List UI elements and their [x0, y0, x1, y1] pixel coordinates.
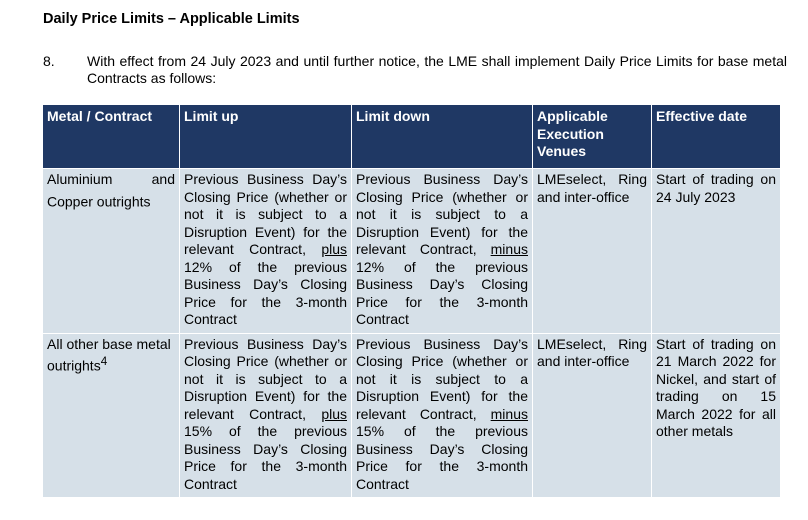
metal-footnote: 4: [100, 355, 108, 368]
price-limits-table: [42, 104, 781, 498]
limit-up-direction: plus: [321, 405, 347, 422]
limit-down-text-a: Previous Business Day’s Closing Price (whether or not it is subject to a Disruption Event) for the relevant Contract,: [356, 335, 528, 422]
cell-venues: LMEselect, Ring and inter-office: [533, 169, 652, 334]
cell-effective-date: Start of trading on 21 March 2022 for Nickel, and start of trading on 15 March 2022 for all other metals: [652, 333, 781, 498]
limit-down-direction: minus: [490, 241, 528, 257]
limit-up-text-a: Previous Business Day’s Closing Price (whether or not it is subject to a Disruption Event) for the relevant Contract,: [184, 335, 347, 422]
cell-metal: [43, 333, 180, 498]
table-row: [43, 333, 781, 498]
header-metal-contract: Metal / Contract: [43, 105, 180, 169]
limit-down-text-a: Previous Business Day’s Closing Price (whether or not it is subject to a Disruption Event) for the relevant Contract,: [356, 171, 528, 257]
table-row: [43, 169, 781, 334]
header-limit-up: Limit up: [180, 105, 352, 169]
limit-down-text-b: 15% of the previous Business Day’s Closing Price for the 3-month Contract: [356, 423, 528, 492]
paragraph-text: With effect from 24 July 2023 and until further notice, the LME shall implement Daily Price Limits for base metal Contracts as follows:: [87, 53, 787, 86]
header-limit-down: Limit down: [352, 105, 533, 169]
limit-down-direction: minus: [490, 405, 528, 422]
metal-text: Aluminium and Copper outrights: [47, 171, 175, 210]
cell-limit-down: [352, 169, 533, 334]
limit-up-text-b: 12% of the previous Business Day’s Closing Price for the 3-month Contract: [184, 258, 347, 327]
cell-limit-up: [180, 333, 352, 498]
cell-limit-up: [180, 169, 352, 334]
table-header-row: [43, 105, 781, 169]
limit-up-text-b: 15% of the previous Business Day’s Closing Price for the 3-month Contract: [184, 423, 347, 492]
cell-limit-down: [352, 333, 533, 498]
header-effective-date: Effective date: [652, 105, 781, 169]
limit-up-text-a: Previous Business Day’s Closing Price (whether or not it is subject to a Disruption Event) for the relevant Contract,: [184, 171, 347, 257]
section-heading: Daily Price Limits – Applicable Limits: [43, 11, 300, 27]
metal-text: All other base metal outrights: [47, 335, 171, 374]
cell-metal: [43, 169, 180, 334]
limit-down-text-b: 12% of the previous Business Day’s Closing Price for the 3-month Contract: [356, 258, 528, 327]
cell-venues: LMEselect, Ring and inter-office: [533, 333, 652, 498]
header-execution-venues: Applicable Execution Venues: [533, 105, 652, 169]
limit-up-direction: plus: [321, 241, 347, 257]
cell-effective-date: Start of trading on 24 July 2023: [652, 169, 781, 334]
paragraph-number: 8.: [43, 53, 55, 69]
